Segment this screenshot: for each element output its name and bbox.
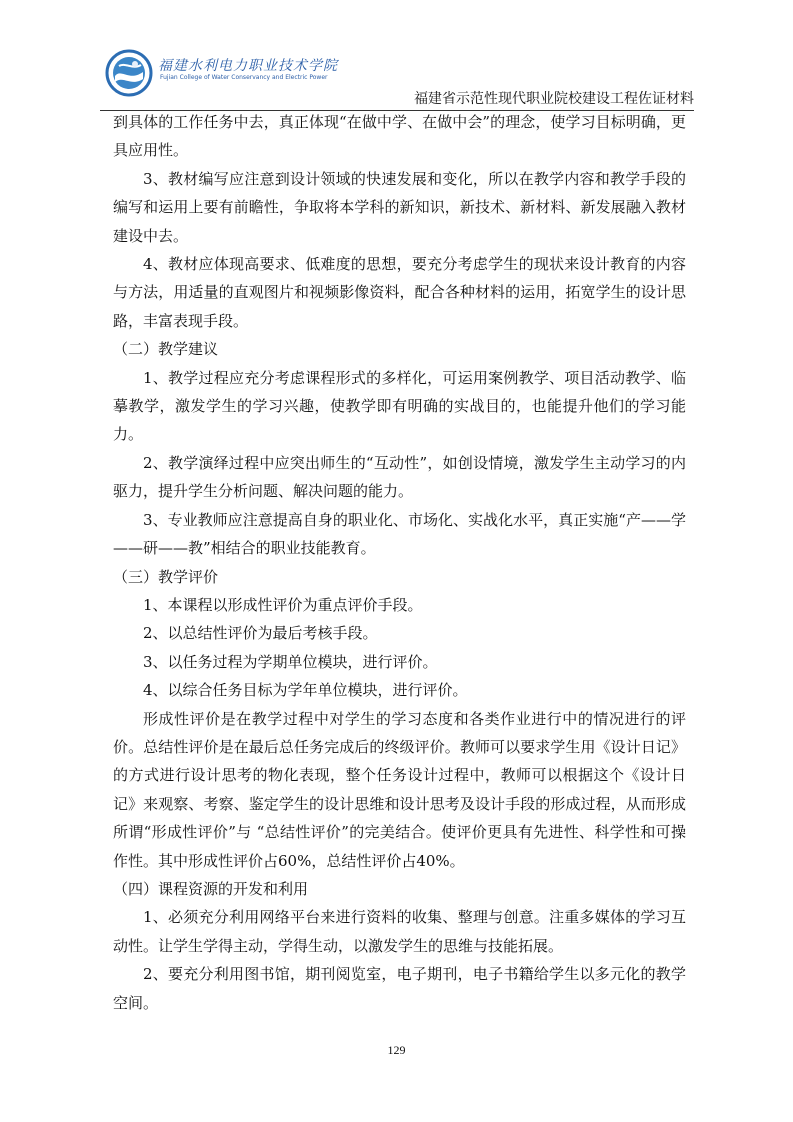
logo-college-name-english: Fujian College of Water Conservancy and Electric Power — [160, 74, 328, 81]
document-body — [113, 108, 686, 1017]
paragraph: 1、教学过程应充分考虑课程形式的多样化，可运用案例教学、项目活动教学、临摹教学，激发学生的学习兴趣，使教学即有明确的实战目的，也能提升他们的学习能力。 — [113, 368, 686, 444]
header-title: 福建省示范性现代职业院校建设工程佐证材料 — [414, 91, 694, 107]
college-logo-icon — [105, 49, 153, 97]
paragraph: 到具体的工作任务中去，真正体现“在做中学、在做中会”的理念，使学习目标明确，更具应用性。 — [113, 113, 686, 160]
logo-college-name: 福建水利电力职业技术学院 — [158, 58, 338, 74]
paragraph: 2、教学演绎过程中应突出师生的“互动性”，如创设情境，激发学生主动学习的内驱力，提升学生分析问题、解决问题的能力。 — [113, 453, 686, 501]
paragraph: 形成性评价是在教学过程中对学生的学习态度和各类作业进行中的情况进行的评价。总结性评价是在最后总任务完成后的终级评价。教师可以要求学生用《设计日记》的方式进行设计思考的物化表现，整个任务设计过程中，教师可以根据这个《设计日记》来观察、考察、鉴定学生的设计思维和设计思考及设计手段的形成过程，从而形成所谓“形成性评价”与 “总结性评价”的完美结合。使评价更具有先进性、科学性和可操作性。其中形成性评价占60%，总结性评价占40%。 — [113, 709, 686, 870]
page-number: 129 — [387, 1043, 406, 1057]
section-heading: （三）教学评价 — [113, 567, 219, 586]
paragraph: 3、以任务过程为学期单位模块，进行评价。 — [143, 652, 438, 671]
section-heading: （四）课程资源的开发和利用 — [113, 879, 309, 898]
paragraph: 3、专业教师应注意提高自身的职业化、市场化、实战化水平，真正实施“产——学——研——教”相结合的职业技能教育。 — [113, 510, 686, 558]
paragraph: 2、要充分利用图书馆，期刊阅览室，电子期刊，电子书籍给学生以多元化的教学空间。 — [113, 965, 686, 1012]
paragraph: 1、必须充分利用网络平台来进行资料的收集、整理与创意。注重多媒体的学习互动性。让学生学得主动，学得生动，以激发学生的思维与技能拓展。 — [113, 908, 686, 955]
paragraph: 3、教材编写应注意到设计领域的快速发展和变化，所以在教学内容和教学手段的编写和运用上要有前瞻性，争取将本学科的新知识，新技术、新材料、新发展融入教材建设中去。 — [113, 169, 686, 245]
paragraph: 4、教材应体现高要求、低难度的思想，要充分考虑学生的现状来设计教育的内容与方法，用适量的直观图片和视频影像资料，配合各种材料的运用，拓宽学生的设计思路，丰富表现手段。 — [113, 255, 686, 330]
paragraph: 1、本课程以形成性评价为重点评价手段。 — [143, 595, 423, 614]
page-header — [100, 40, 694, 110]
section-heading: （二）教学建议 — [113, 340, 219, 359]
paragraph: 4、以综合任务目标为学年单位模块，进行评价。 — [143, 681, 468, 700]
paragraph: 2、以总结性评价为最后考核手段。 — [143, 624, 378, 643]
